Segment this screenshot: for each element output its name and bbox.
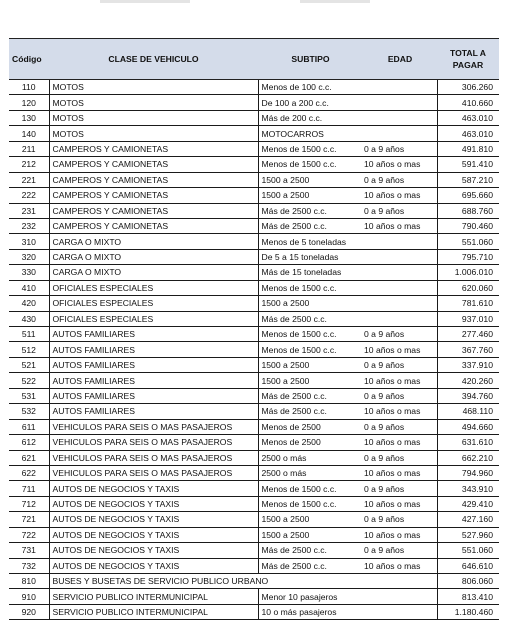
row-total: 306.260 (437, 80, 499, 95)
row-edad: 0 a 9 años (363, 388, 437, 403)
row-subtipo: De 5 a 15 toneladas (258, 249, 363, 264)
table-row (9, 126, 499, 141)
row-edad: 0 a 9 años (363, 357, 437, 372)
row-subtipo: 1500 a 2500 (258, 296, 363, 311)
row-total: 688.760 (437, 203, 499, 218)
row-total: 646.610 (437, 558, 499, 573)
table-row (9, 404, 499, 419)
row-subtipo: Menor 10 pasajeros (258, 589, 363, 604)
row-clase: MOTOS (49, 126, 258, 141)
row-edad: 10 años o mas (363, 157, 437, 172)
row-clase: CARGA O MIXTO (49, 234, 258, 249)
row-clase: AUTOS FAMILIARES (49, 373, 258, 388)
header-edad: EDAD (363, 39, 437, 80)
row-clase: VEHICULOS PARA SEIS O MAS PASAJEROS (49, 435, 258, 450)
row-code: 212 (9, 157, 49, 172)
table-row (9, 435, 499, 450)
row-clase: AUTOS FAMILIARES (49, 357, 258, 372)
row-total: 806.060 (437, 574, 499, 589)
row-subtipo: 2500 o más (258, 465, 363, 480)
row-subtipo: Menos de 1500 c.c. (258, 496, 363, 511)
row-code: 110 (9, 80, 49, 95)
table-row (9, 558, 499, 573)
row-subtipo: De 100 a 200 c.c. (258, 95, 363, 110)
row-code: 320 (9, 249, 49, 264)
row-clase: AUTOS DE NEGOCIOS Y TAXIS (49, 543, 258, 558)
row-code: 511 (9, 327, 49, 342)
row-total: 937.010 (437, 311, 499, 326)
row-subtipo: Menos de 1500 c.c. (258, 157, 363, 172)
row-subtipo: 1500 a 2500 (258, 357, 363, 372)
row-subtipo: Más de 2500 c.c. (258, 404, 363, 419)
row-clase: OFICIALES ESPECIALES (49, 280, 258, 295)
row-subtipo: Más de 200 c.c. (258, 110, 363, 125)
row-subtipo: Más de 2500 c.c. (258, 218, 363, 233)
row-code: 430 (9, 311, 49, 326)
row-clase: VEHICULOS PARA SEIS O MAS PASAJEROS (49, 465, 258, 480)
row-total: 551.060 (437, 234, 499, 249)
row-edad (363, 296, 437, 311)
row-code: 120 (9, 95, 49, 110)
row-clase: OFICIALES ESPECIALES (49, 311, 258, 326)
row-clase: VEHICULOS PARA SEIS O MAS PASAJEROS (49, 450, 258, 465)
row-total: 587.210 (437, 172, 499, 187)
page-top-margin (0, 0, 508, 38)
row-total: 277.460 (437, 327, 499, 342)
row-code: 621 (9, 450, 49, 465)
row-total: 491.810 (437, 141, 499, 156)
scan-smudge (300, 0, 370, 3)
row-total: 463.010 (437, 110, 499, 125)
row-code: 211 (9, 141, 49, 156)
row-code: 310 (9, 234, 49, 249)
row-total: 551.060 (437, 543, 499, 558)
row-total: 468.110 (437, 404, 499, 419)
table-row (9, 95, 499, 110)
row-edad: 0 a 9 años (363, 419, 437, 434)
row-total: 794.960 (437, 465, 499, 480)
row-edad (363, 265, 437, 280)
row-edad (363, 234, 437, 249)
row-edad: 0 a 9 años (363, 481, 437, 496)
row-code: 231 (9, 203, 49, 218)
row-code: 221 (9, 172, 49, 187)
row-clase: VEHICULOS PARA SEIS O MAS PASAJEROS (49, 419, 258, 434)
row-code: 732 (9, 558, 49, 573)
row-clase: AUTOS FAMILIARES (49, 388, 258, 403)
row-code: 330 (9, 265, 49, 280)
row-total: 1.180.460 (437, 604, 499, 619)
row-code: 410 (9, 280, 49, 295)
row-edad: 0 a 9 años (363, 172, 437, 187)
row-edad: 0 a 9 años (363, 203, 437, 218)
row-subtipo: 1500 a 2500 (258, 512, 363, 527)
row-total: 620.060 (437, 280, 499, 295)
table-row (9, 110, 499, 125)
row-code: 611 (9, 419, 49, 434)
header-subtipo: SUBTIPO (258, 39, 363, 80)
row-total: 343.910 (437, 481, 499, 496)
row-code: 721 (9, 512, 49, 527)
row-code: 711 (9, 481, 49, 496)
row-clase: SERVICIO PUBLICO INTERMUNICIPAL (49, 589, 258, 604)
table-row (9, 80, 499, 95)
row-edad (363, 604, 437, 619)
row-edad (363, 311, 437, 326)
row-code: 222 (9, 188, 49, 203)
table-row (9, 296, 499, 311)
row-code: 532 (9, 404, 49, 419)
row-edad: 10 años o mas (363, 342, 437, 357)
row-clase: CAMPEROS Y CAMIONETAS (49, 157, 258, 172)
row-subtipo: Más de 2500 c.c. (258, 311, 363, 326)
row-clase: AUTOS DE NEGOCIOS Y TAXIS (49, 558, 258, 573)
row-subtipo: 1500 a 2500 (258, 527, 363, 542)
row-clase: MOTOS (49, 110, 258, 125)
row-clase: MOTOS (49, 80, 258, 95)
table-row (9, 496, 499, 511)
vehicle-tax-table (9, 38, 499, 620)
row-edad: 10 años o mas (363, 527, 437, 542)
row-edad: 0 a 9 años (363, 543, 437, 558)
row-subtipo: Más de 2500 c.c. (258, 558, 363, 573)
table-row (9, 465, 499, 480)
row-total: 790.460 (437, 218, 499, 233)
row-clase: OFICIALES ESPECIALES (49, 296, 258, 311)
table-row (9, 419, 499, 434)
table-header-row (9, 39, 499, 80)
row-code: 612 (9, 435, 49, 450)
row-total: 420.260 (437, 373, 499, 388)
row-subtipo: 1500 a 2500 (258, 373, 363, 388)
table-row (9, 512, 499, 527)
row-clase: AUTOS DE NEGOCIOS Y TAXIS (49, 496, 258, 511)
row-subtipo: 10 o más pasajeros (258, 604, 363, 619)
row-clase: AUTOS DE NEGOCIOS Y TAXIS (49, 481, 258, 496)
row-total: 410.660 (437, 95, 499, 110)
table-row (9, 481, 499, 496)
row-edad (363, 110, 437, 125)
table-row (9, 311, 499, 326)
table-row (9, 527, 499, 542)
row-total: 394.760 (437, 388, 499, 403)
table-row (9, 543, 499, 558)
row-subtipo: Más de 2500 c.c. (258, 543, 363, 558)
row-subtipo: Menos de 2500 (258, 419, 363, 434)
row-code: 920 (9, 604, 49, 619)
row-subtipo: Más de 2500 c.c. (258, 388, 363, 403)
row-clase: CAMPEROS Y CAMIONETAS (49, 218, 258, 233)
header-clase: CLASE DE VEHICULO (49, 39, 258, 80)
scan-smudge (100, 0, 190, 3)
table-row (9, 342, 499, 357)
row-code: 910 (9, 589, 49, 604)
table-row (9, 357, 499, 372)
row-clase: AUTOS DE NEGOCIOS Y TAXIS (49, 512, 258, 527)
row-edad: 10 años o mas (363, 435, 437, 450)
row-edad: 0 a 9 años (363, 450, 437, 465)
row-subtipo: Menos de 1500 c.c. (258, 141, 363, 156)
row-edad: 10 años o mas (363, 496, 437, 511)
row-total: 494.660 (437, 419, 499, 434)
row-edad (363, 589, 437, 604)
table-row (9, 327, 499, 342)
row-code: 420 (9, 296, 49, 311)
header-code: Código (9, 39, 49, 80)
row-clase: CAMPEROS Y CAMIONETAS (49, 141, 258, 156)
row-clase: BUSES Y BUSETAS DE SERVICIO PUBLICO URBANO (49, 574, 437, 589)
table-row (9, 450, 499, 465)
row-code: 531 (9, 388, 49, 403)
row-subtipo: Menos de 1500 c.c. (258, 481, 363, 496)
table-row (9, 388, 499, 403)
table-row (9, 574, 499, 589)
row-clase: MOTOS (49, 95, 258, 110)
row-edad (363, 95, 437, 110)
row-total: 429.410 (437, 496, 499, 511)
row-total: 631.610 (437, 435, 499, 450)
row-clase: CAMPEROS Y CAMIONETAS (49, 172, 258, 187)
row-total: 1.006.010 (437, 265, 499, 280)
table-row (9, 280, 499, 295)
row-edad: 10 años o mas (363, 373, 437, 388)
table-row (9, 234, 499, 249)
table-row (9, 188, 499, 203)
row-edad (363, 280, 437, 295)
header-total (437, 39, 499, 80)
row-clase: AUTOS FAMILIARES (49, 327, 258, 342)
row-code: 521 (9, 357, 49, 372)
row-total: 662.210 (437, 450, 499, 465)
row-clase: CARGA O MIXTO (49, 265, 258, 280)
row-total: 463.010 (437, 126, 499, 141)
row-subtipo: MOTOCARROS (258, 126, 363, 141)
row-code: 731 (9, 543, 49, 558)
row-clase: AUTOS DE NEGOCIOS Y TAXIS (49, 527, 258, 542)
table-row (9, 172, 499, 187)
row-total: 427.160 (437, 512, 499, 527)
row-subtipo: Menos de 1500 c.c. (258, 280, 363, 295)
row-subtipo: 2500 o más (258, 450, 363, 465)
row-clase: CAMPEROS Y CAMIONETAS (49, 188, 258, 203)
row-clase: CAMPEROS Y CAMIONETAS (49, 203, 258, 218)
row-code: 512 (9, 342, 49, 357)
row-code: 722 (9, 527, 49, 542)
row-edad (363, 249, 437, 264)
row-clase: CARGA O MIXTO (49, 249, 258, 264)
row-subtipo: Más de 2500 c.c. (258, 203, 363, 218)
row-code: 810 (9, 574, 49, 589)
row-code: 622 (9, 465, 49, 480)
row-total: 795.710 (437, 249, 499, 264)
row-subtipo: Menos de 2500 (258, 435, 363, 450)
row-subtipo: 1500 a 2500 (258, 188, 363, 203)
row-total: 695.660 (437, 188, 499, 203)
table-row (9, 373, 499, 388)
row-edad: 10 años o mas (363, 188, 437, 203)
row-edad (363, 126, 437, 141)
row-code: 232 (9, 218, 49, 233)
row-subtipo: Menos de 1500 c.c. (258, 327, 363, 342)
table-row (9, 218, 499, 233)
table-row (9, 157, 499, 172)
row-code: 130 (9, 110, 49, 125)
row-clase: SERVICIO PUBLICO INTERMUNICIPAL (49, 604, 258, 619)
table-row (9, 203, 499, 218)
row-clase: AUTOS FAMILIARES (49, 404, 258, 419)
row-total: 781.610 (437, 296, 499, 311)
row-edad (363, 80, 437, 95)
row-subtipo: Menos de 100 c.c. (258, 80, 363, 95)
header-total-label: TOTAL A PAGAR (450, 48, 486, 70)
table-row (9, 265, 499, 280)
row-total: 813.410 (437, 589, 499, 604)
row-code: 522 (9, 373, 49, 388)
table-row (9, 604, 499, 619)
row-edad: 10 años o mas (363, 465, 437, 480)
row-total: 367.760 (437, 342, 499, 357)
row-subtipo: Menos de 5 toneladas (258, 234, 363, 249)
table-row (9, 589, 499, 604)
row-edad: 10 años o mas (363, 218, 437, 233)
row-code: 712 (9, 496, 49, 511)
row-clase: AUTOS FAMILIARES (49, 342, 258, 357)
row-total: 591.410 (437, 157, 499, 172)
row-edad: 0 a 9 años (363, 512, 437, 527)
row-subtipo: 1500 a 2500 (258, 172, 363, 187)
row-edad: 0 a 9 años (363, 141, 437, 156)
row-total: 527.960 (437, 527, 499, 542)
table-row (9, 141, 499, 156)
row-edad: 10 años o mas (363, 404, 437, 419)
row-subtipo: Menos de 1500 c.c. (258, 342, 363, 357)
row-edad: 10 años o mas (363, 558, 437, 573)
row-subtipo: Más de 15 toneladas (258, 265, 363, 280)
row-edad: 0 a 9 años (363, 327, 437, 342)
row-code: 140 (9, 126, 49, 141)
row-total: 337.910 (437, 357, 499, 372)
table-row (9, 249, 499, 264)
